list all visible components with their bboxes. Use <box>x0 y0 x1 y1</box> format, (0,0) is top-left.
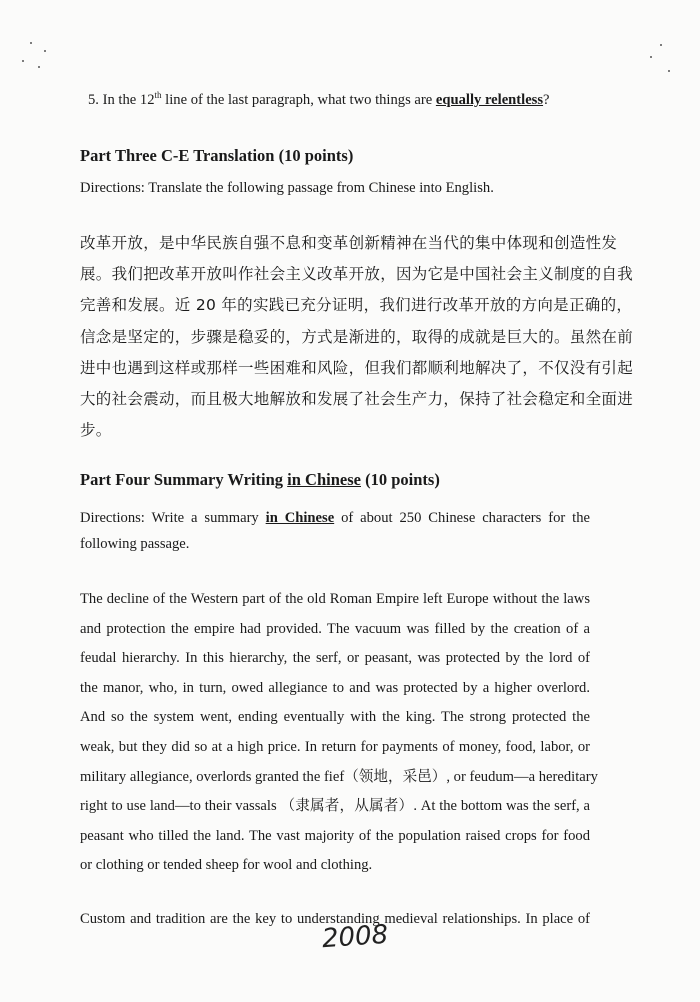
directions-line <box>80 505 590 531</box>
heading-points: (10 points) <box>360 470 440 489</box>
emphasized-phrase: equally relentless <box>435 91 544 108</box>
part-three-heading: Part Three C-E Translation (10 points) <box>80 146 354 165</box>
question-number: 5. <box>88 91 99 108</box>
passage-line: 完善和发展。近 20 年的实践已充分证明，我们进行改革开放的方向是正确的， <box>80 296 633 315</box>
handwritten-year: 2008 <box>321 919 390 955</box>
passage-line: military allegiance, overlords granted the fief（领地，采邑）, or feudum—a hereditary <box>80 768 598 785</box>
passage-line: and protection the empire had provided. The vacuum was filled by the creation of a <box>80 620 590 637</box>
question-mark: ? <box>543 91 550 108</box>
passage-line: the manor, who, in turn, owed allegiance to and was protected by a higher overlord. <box>80 679 590 696</box>
passage-line: Custom and tradition are the key to understanding medieval relationships. In place of <box>80 911 590 927</box>
part-three-directions: Directions: Translate the following passage from Chinese into English. <box>80 180 494 196</box>
passage-line: 展。我们把改革开放叫作社会主义改革开放，因为它是中国社会主义制度的自我 <box>80 265 634 284</box>
part-four-heading <box>80 470 590 490</box>
passage-line: 改革开放，是中华民族自强不息和变革创新精神在当代的集中体现和创造性发 <box>80 234 618 252</box>
passage-line: peasant who tilled the land. The vast majority of the population raised crops for food <box>80 827 590 844</box>
passage-line: 大的社会震动，而且极大地解放和发展了社会生产力，保持了社会稳定和全面进 <box>80 390 634 409</box>
chinese-passage <box>80 228 634 446</box>
passage-line: The decline of the Western part of the old Roman Empire left Europe without the laws <box>80 591 590 607</box>
passage-line: feudal hierarchy. In this hierarchy, the serf, or peasant, was protected by the lord of <box>80 650 590 667</box>
question-text-mid: line of the last paragraph, what two things are <box>161 91 436 108</box>
directions-text-end: of about 250 Chinese characters for the <box>334 510 591 526</box>
heading-emphasis: in Chinese <box>287 470 361 489</box>
heading-text: Part Four Summary Writing <box>80 470 288 489</box>
english-passage <box>80 585 598 881</box>
passage-line: or clothing or tended sheep for wool and clothing. <box>80 857 373 874</box>
passage-line: 信念是坚定的，步骤是稳妥的，方式是渐进的，取得的成就是巨大的。虽然在前 <box>80 327 634 346</box>
question-text: In the 12 <box>102 91 155 108</box>
passage-line: 进中也遇到这样或那样一些困难和风险，但我们都顺利地解决了，不仅没有引起 <box>80 358 634 377</box>
passage-line: right to use land—to their vassals （隶属者，从属者）. At the bottom was the serf, a <box>80 798 591 815</box>
superscript: th <box>154 90 162 100</box>
passage-line: 步。 <box>80 421 112 440</box>
passage-line: weak, but they did so at a high price. In return for payments of money, food, labor, or <box>80 738 590 755</box>
directions-text: Directions: Write a summary <box>80 510 266 526</box>
directions-emphasis: in Chinese <box>265 510 335 526</box>
question-5 <box>88 80 608 115</box>
part-four-directions <box>80 505 590 557</box>
passage-line: And so the system went, ending eventually with the king. The strong protected the <box>80 709 590 726</box>
directions-line: following passage. <box>80 536 190 552</box>
